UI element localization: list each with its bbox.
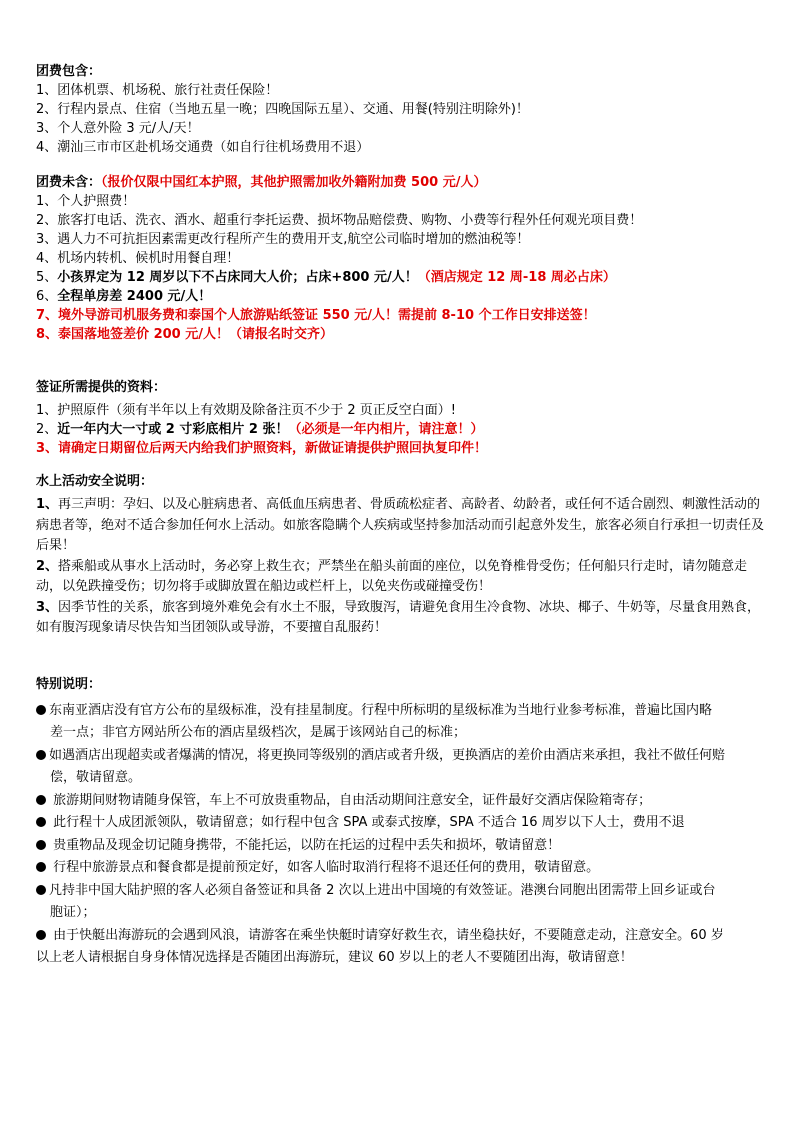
special-note-text: 旅游期间财物请随身保管，车上不可放贵重物品，自由活动期间注意安全，证件最好交酒店保险箱寄存；: [53, 792, 652, 808]
child-price-note: （酒店规定 12 周-18 周必占床）: [417, 270, 616, 285]
fee-included-item: 2、行程内景点、住宿（当地五星一晚；四晚国际五星）、交通、用餐(特别注明除外)！: [36, 102, 529, 117]
visa-item: 1、护照原件（须有半年以上有效期及除备注页不少于 2 页正反空白面）!: [36, 403, 457, 418]
special-notes-title: 特别说明：: [36, 676, 102, 692]
water-safety-text: 因季节性的关系，旅客到境外难免会有水土不服，导致腹泻，请避免食用生冷食物、冰块、椰子、牛奶等，尽量食用熟食，如有腹泻现象请尽快告知当团领队或导游，不要擅自乱服药！: [36, 599, 761, 635]
fee-included-item: 3、个人意外险 3 元/人/天！: [36, 121, 200, 136]
item-number: 8、: [36, 327, 59, 342]
special-note-item: [36, 790, 772, 813]
fee-excluded-item-5: [36, 268, 772, 287]
fee-excluded-item: 4、机场内转机、候机时用餐自理！: [36, 251, 240, 266]
fee-included-title: 团费包含：: [36, 64, 102, 79]
child-price-text: 小孩界定为 12 周岁以下不占床同大人价；占床+800 元/人！: [57, 270, 418, 285]
fee-excluded-item-6: [36, 287, 772, 306]
water-safety-section: [36, 472, 772, 639]
fee-included-item: 1、团体机票、机场税、旅行社责任保险！: [36, 83, 279, 98]
special-note-item: [36, 835, 772, 858]
item-number: 6、: [36, 289, 58, 304]
special-note-item: [36, 812, 772, 835]
special-note-item: [36, 745, 772, 790]
item-number: 2、: [36, 422, 58, 437]
special-note-continuation: 差一点；非官方网站所公布的酒店星级档次，是属于该网站自己的标准；: [50, 725, 467, 740]
special-note-continuation: 胞证）；: [50, 905, 96, 920]
item-number: 1、: [36, 497, 59, 512]
special-note-text: 凡持非中国大陆护照的客人必须自备签证和具备 2 次以上进出中国境的有效签证。港澳台同胞出团需带上回乡证或台: [49, 882, 716, 898]
special-note-continuation: 偿，敬请留意。: [50, 770, 142, 785]
item-number: 2、: [36, 558, 59, 574]
fee-excluded-section: [36, 173, 772, 344]
special-note-continuation: 以上老人请根据自身身体情况选择是否随团出海游玩，建议 60 岁以上的老人不要随团出海，敬请留意！: [36, 950, 633, 965]
single-room-text: 全程单房差 2400 元/人！: [57, 289, 212, 304]
visa-item-2: [36, 420, 772, 439]
special-note-text: 行程中旅游景点和餐食都是提前预定好，如客人临时取消行程将不退还任何的费用，敬请留意。: [53, 860, 600, 875]
bullet-icon: [36, 750, 46, 760]
bullet-icon: [36, 930, 46, 940]
special-note-item: [36, 925, 772, 970]
water-safety-text: 搭乘船或从事水上活动时，务必穿上救生衣；严禁坐在船头前面的座位，以免脊椎骨受伤；任何船只行走时，请勿随意走动，以免跌撞受伤；切勿将手或脚放置在船边或栏杆上，以免夹伤或碰撞受伤！: [36, 558, 748, 594]
bullet-icon: [36, 795, 46, 805]
fee-included-item: 4、潮汕三市市区赴机场交通费（如自行往机场费用不退）: [36, 140, 370, 155]
fee-included-section: [36, 62, 772, 157]
fee-excluded-item: 1、个人护照费！: [36, 194, 136, 209]
bullet-icon: [36, 840, 46, 850]
landing-visa-text: 泰国落地签差价 200 元/人！（请报名时交齐）: [58, 327, 333, 342]
fee-excluded-item: 2、旅客打电话、洗衣、酒水、超重行李托运费、损坏物品赔偿费、购物、小费等行程外任何观光项目费！: [36, 213, 643, 228]
fee-excluded-item-8: [36, 325, 772, 344]
water-safety-paragraph: [36, 495, 772, 557]
special-note-item: [36, 857, 772, 880]
special-note-text: 贵重物品及现金切记随身携带，不能托运，以防在托运的过程中丢失和损坏，敬请留意！: [53, 837, 561, 853]
bullet-icon: [36, 862, 46, 872]
fee-excluded-title-note: （报价仅限中国红本护照，其他护照需加收外籍附加费 500 元/人）: [101, 175, 487, 190]
bullet-icon: [36, 885, 46, 895]
water-safety-paragraph: [36, 598, 772, 639]
item-number: 3、: [36, 599, 59, 615]
fee-excluded-title: 团费未含：: [36, 175, 102, 190]
photo-requirement: 近一年内大一寸或 2 寸彩底相片 2 张！: [57, 422, 289, 437]
visa-section: [36, 378, 772, 458]
item-number: 5、: [36, 270, 58, 285]
water-safety-paragraph: [36, 557, 772, 598]
fee-excluded-item-7: 7、境外导游司机服务费和泰国个人旅游贴纸签证 550 元/人！需提前 8-10 个工作日安排送签！: [36, 308, 596, 323]
bullet-icon: [36, 705, 46, 715]
special-notes-section: [36, 675, 772, 970]
fee-excluded-heading: [36, 173, 772, 192]
bullet-icon: [36, 817, 46, 827]
fee-excluded-item: 3、遇人力不可抗拒因素需更改行程所产生的费用开支,航空公司临时增加的燃油税等！: [36, 232, 530, 247]
photo-note: （必须是一年内相片，请注意！）: [288, 422, 484, 437]
special-note-text: 由于快艇出海游玩的会遇到风浪，请游客在乘坐快艇时请穿好救生衣，请坐稳扶好，不要随意走动，注意安全。60 岁: [53, 927, 724, 943]
water-safety-text: 再三声明：孕妇、以及心脏病患者、高低血压病患者、骨质疏松症者、高龄者、幼龄者，或任何不适合剧烈、刺激性活动的病患者等，绝对不适合参加任何水上活动。如旅客隐瞒个人疾病或坚持参加活动而引起意外发生，旅客必须自行承担一切责任及后果！: [36, 497, 765, 553]
visa-item: 3、请确定日期留位后两天内给我们护照资料，新做证请提供护照回执复印件！: [36, 441, 488, 456]
visa-title: 签证所需提供的资料：: [36, 380, 167, 395]
special-note-text: 此行程十人成团派领队，敬请留意；如行程中包含 SPA 或泰式按摩，SPA 不适合 16 周岁以下人士，费用不退: [53, 815, 685, 830]
special-note-text: 东南亚酒店没有官方公布的星级标准，没有挂星制度。行程中所标明的星级标准为当地行业参考标准，普遍比国内略: [49, 702, 713, 718]
water-safety-title: 水上活动安全说明：: [36, 474, 154, 489]
special-note-item: [36, 880, 772, 925]
special-note-item: [36, 700, 772, 745]
document-body: [36, 62, 772, 970]
special-note-text: 如遇酒店出现超卖或者爆满的情况，将更换同等级别的酒店或者升级，更换酒店的差价由酒店来承担，我社不做任何赔: [49, 747, 726, 763]
